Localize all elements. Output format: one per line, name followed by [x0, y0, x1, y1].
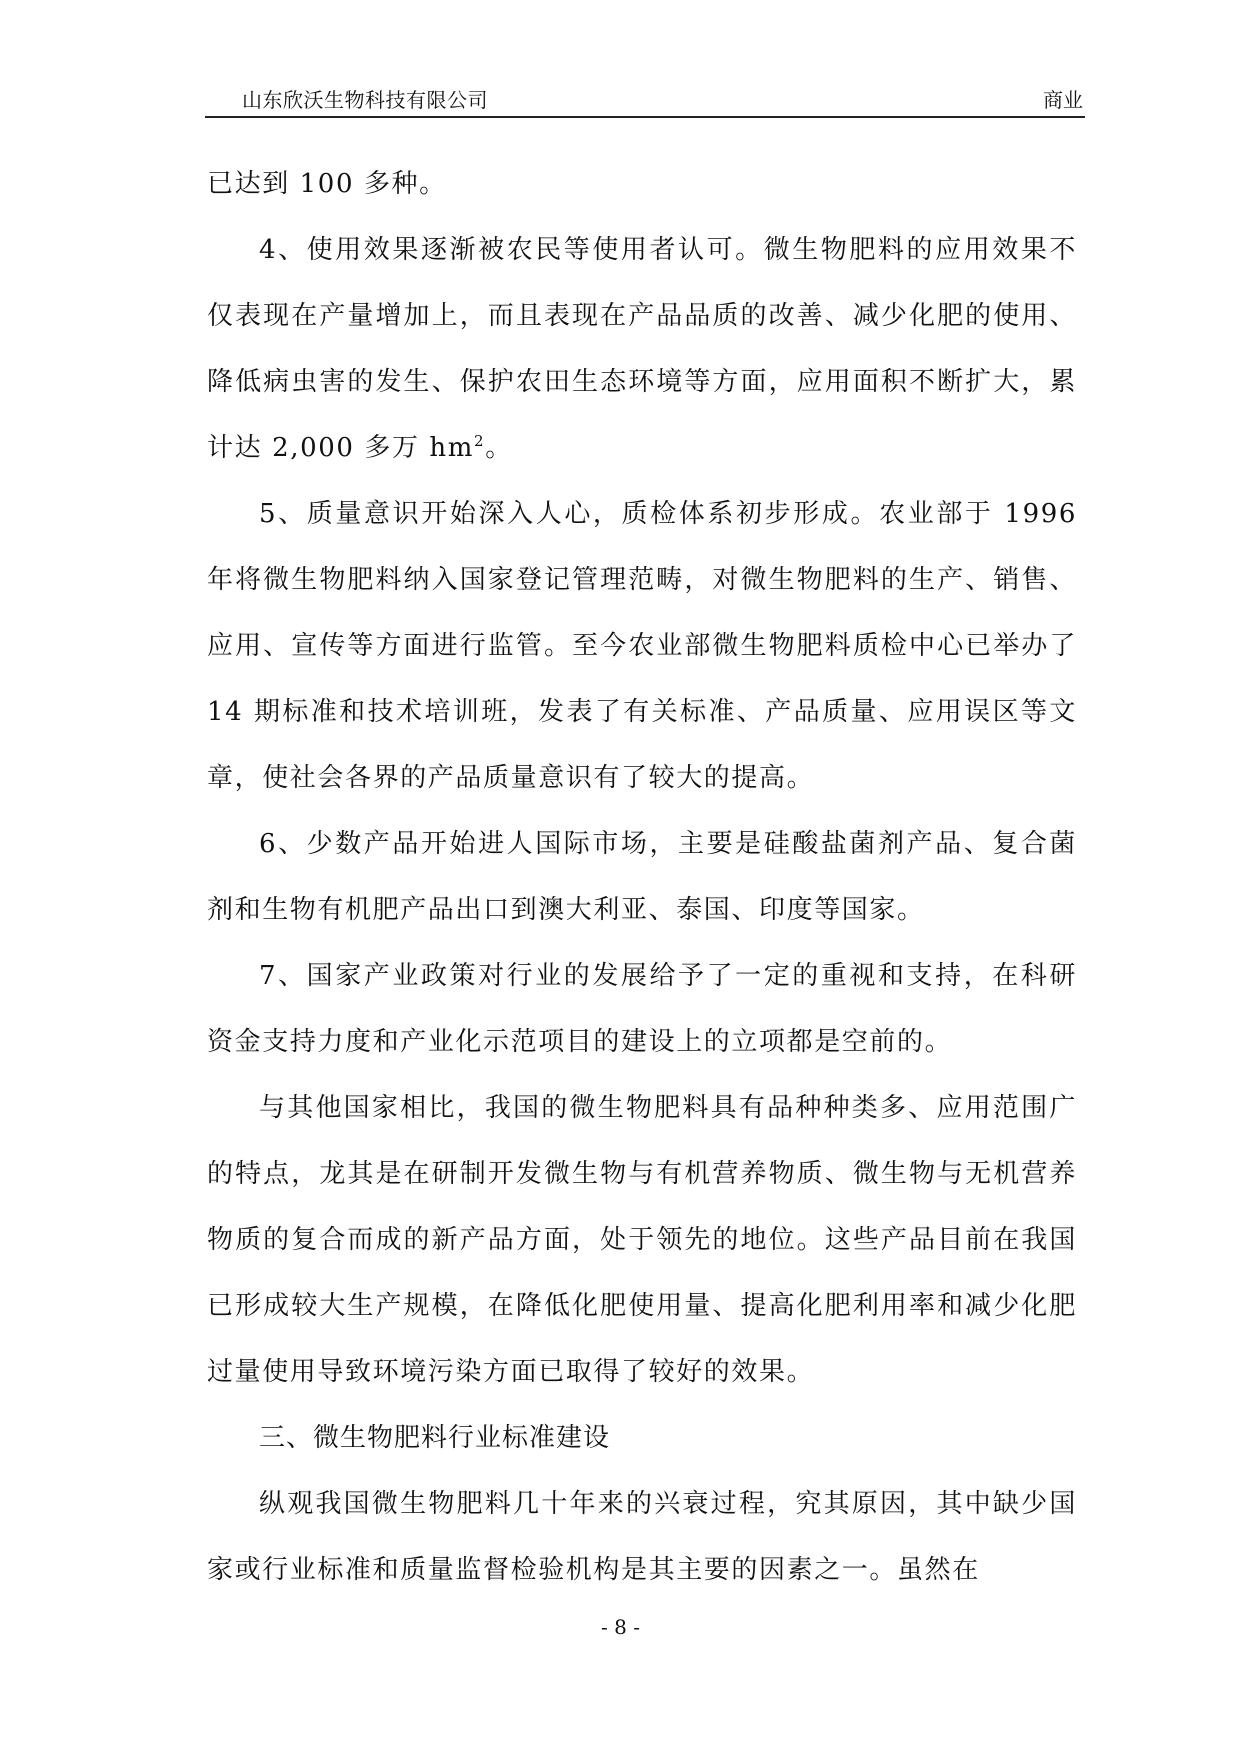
paragraph-section-intro: 纵观我国微生物肥料几十年来的兴衰过程，究其原因，其中缺少国家或行业标准和质量监督检验机构是其主要的因素之一。虽然在: [207, 1489, 1077, 1585]
paragraph-item-4-text: 4、使用效果逐渐被农民等使用者认可。微生物肥料的应用效果不仅表现在产量增加上，而且表现在产品品质的改善、减少化肥的使用、降低病虫害的发生、保护农田生态环境等方面，应用面积不断扩大，累计达 2,000 多万 hm: [207, 235, 1077, 463]
header-category: 商业: [1043, 88, 1083, 112]
document-body: [207, 151, 1077, 1603]
paragraph-item-4: [207, 217, 1077, 481]
header-rule: [205, 116, 1085, 118]
paragraph-item-4-end: 。: [485, 433, 513, 463]
section-heading: 三、微生物肥料行业标准建设: [259, 1423, 611, 1453]
paragraph-comparison: 与其他国家相比，我国的微生物肥料具有品种种类多、应用范围广的特点，龙其是在研制开发微生物与有机营养物质、微生物与无机营养物质的复合而成的新产品方面，处于领先的地位。这些产品目前在我国已形成较大生产规模，在降低化肥使用量、提高化肥利用率和减少化肥过量使用导致环境污染方面已取得了较好的效果。: [207, 1093, 1077, 1387]
unit-superscript: 2: [474, 432, 486, 450]
header-company-name: 山东欣沃生物科技有限公司: [242, 88, 488, 112]
paragraph-item-5: 5、质量意识开始深入人心，质检体系初步形成。农业部于 1996 年将微生物肥料纳入国家登记管理范畴，对微生物肥料的生产、销售、应用、宣传等方面进行监管。至今农业部微生物肥料质检中心已举办了 14 期标准和技术培训班，发表了有关标准、产品质量、应用误区等文章，使社会各界的产品质量意识有了较大的提高。: [207, 499, 1077, 793]
paragraph-item-7: 7、国家产业政策对行业的发展给予了一定的重视和支持，在科研资金支持力度和产业化示范项目的建设上的立项都是空前的。: [207, 961, 1077, 1057]
paragraph-item-6: 6、少数产品开始进人国际市场，主要是硅酸盐菌剂产品、复合菌剂和生物有机肥产品出口到澳大利亚、泰国、印度等国家。: [207, 829, 1077, 925]
paragraph-continuation: 已达到 100 多种。: [207, 169, 447, 199]
page-header: [205, 86, 1085, 118]
page-number: - 8 -: [601, 1615, 640, 1639]
